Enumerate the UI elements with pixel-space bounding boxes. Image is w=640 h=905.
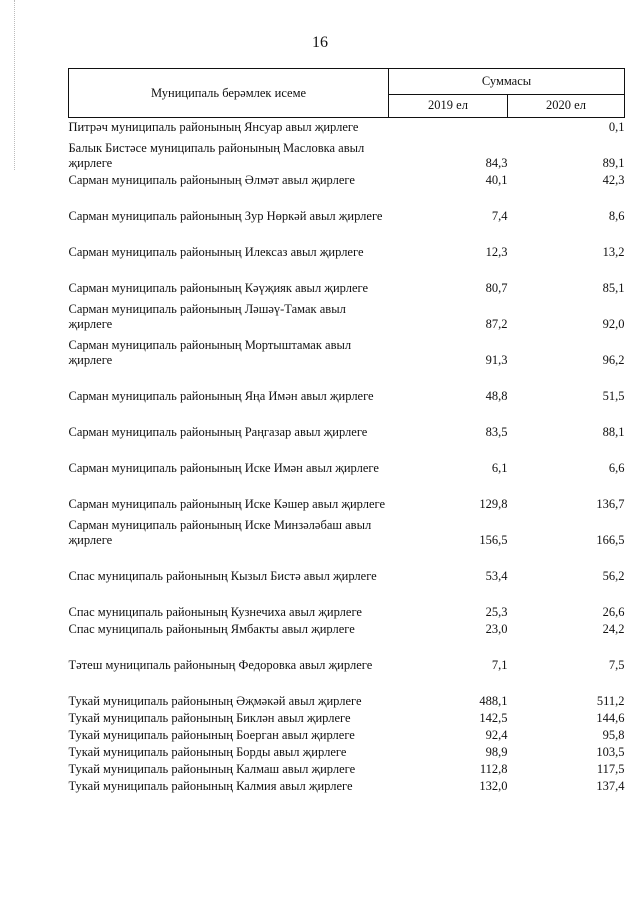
header-year-2019: 2019 ел [389,94,508,117]
value-2020: 42,3 [602,173,625,187]
municipality-name: Сарман муниципаль районының Ләшәү-Тамак авыл җирлеге [68,302,346,331]
municipality-name: Сарман муниципаль районының Зур Нөркәй авыл җирлеге [68,209,383,223]
municipality-name: Тукай муниципаль районының Боерган авыл җирлеге [68,728,355,742]
table-header [69,69,625,118]
value-2019: 87,2 [485,317,508,331]
table-row [69,135,625,171]
municipality-name: Сарман муниципаль районының Кәүҗияк авыл җирлеге [68,281,369,295]
budget-table [68,68,625,794]
municipality-name: Тукай муниципаль районының Борды авыл җирлеге [68,745,347,759]
value-2020: 24,2 [602,622,625,636]
value-2019: 112,8 [479,762,508,776]
header-sum: Суммасы [389,69,625,95]
value-2019 [389,118,508,136]
value-2019: 92,4 [485,728,508,742]
value-2020: 137,4 [596,779,625,793]
value-2019: 25,3 [485,605,508,619]
value-2020: 13,2 [602,245,625,259]
value-2019: 84,3 [485,156,508,170]
value-2019: 91,3 [485,353,508,367]
page-number: 16 [312,34,328,51]
value-2020: 6,6 [608,461,625,475]
municipality-name: Питрәч муниципаль районының Янсуар авыл җирлеге [68,120,359,134]
value-2019: 7,1 [491,658,508,672]
value-2019: 488,1 [479,694,508,708]
table-row [69,637,625,673]
table-row [69,440,625,476]
value-2019: 6,1 [491,461,508,475]
value-2019: 23,0 [485,622,508,636]
table-row [69,743,625,760]
table-row [69,548,625,584]
value-2020: 89,1 [602,156,625,170]
value-2020: 7,5 [608,658,625,672]
table-row [69,620,625,637]
table-row [69,224,625,260]
value-2020: 511,2 [596,694,625,708]
value-2020: 96,2 [602,353,625,367]
value-2020: 85,1 [602,281,625,295]
scan-margin-mark [14,0,15,170]
header-municipality-name: Муниципаль берәмлек исеме [69,69,389,118]
table-row [69,296,625,332]
value-2019: 53,4 [485,569,508,583]
municipality-name: Сарман муниципаль районының Иске Минзәләбаш авыл җирлеге [68,518,372,547]
value-2019: 142,5 [479,711,508,725]
table-row [69,118,625,136]
table-row [69,332,625,368]
value-2019: 40,1 [485,173,508,187]
table-row [69,171,625,188]
municipality-name: Тукай муниципаль районының Әҗмәкәй авыл җирлеге [68,694,362,708]
municipality-name: Тукай муниципаль районының Калмия авыл җирлеге [68,779,353,793]
municipality-name: Сарман муниципаль районының Иске Имән авыл җирлеге [68,461,379,475]
municipality-name: Сарман муниципаль районының Әлмәт авыл җирлеге [68,173,355,187]
value-2020: 166,5 [596,533,625,547]
table-row [69,760,625,777]
municipality-name: Тукай муниципаль районының Калмаш авыл җирлеге [68,762,356,776]
table-row [69,188,625,224]
value-2020: 8,6 [608,209,625,223]
value-2020: 26,6 [602,605,625,619]
table-body [69,118,625,795]
value-2020: 88,1 [602,425,625,439]
value-2020: 56,2 [602,569,625,583]
municipality-name: Спас муниципаль районының Ямбакты авыл җирлеге [68,622,355,636]
value-2019: 98,9 [485,745,508,759]
value-2020: 0,1 [608,120,625,134]
header-year-2020: 2020 ел [508,94,625,117]
table-row [69,404,625,440]
municipality-name: Сарман муниципаль районының Иске Кәшер авыл җирлеге [68,497,386,511]
table-row [69,368,625,404]
table-row [69,726,625,743]
municipality-name: Сарман муниципаль районының Яңа Имән авыл җирлеге [68,389,374,403]
value-2019: 80,7 [485,281,508,295]
table-row [69,584,625,620]
value-2019: 156,5 [479,533,508,547]
municipality-name: Сарман муниципаль районының Илексаз авыл җирлеге [68,245,364,259]
value-2020: 136,7 [596,497,625,511]
value-2019: 7,4 [491,209,508,223]
table-row [69,673,625,709]
value-2020: 117,5 [596,762,625,776]
value-2019: 12,3 [485,245,508,259]
value-2019: 48,8 [485,389,508,403]
value-2020: 103,5 [596,745,625,759]
table-row [69,709,625,726]
municipality-name: Спас муниципаль районының Кузнечиха авыл җирлеге [68,605,362,619]
municipality-name: Сарман муниципаль районының Мортыштамак авыл җирлеге [68,338,352,367]
value-2020: 51,5 [602,389,625,403]
table-row [69,777,625,794]
value-2020: 95,8 [602,728,625,742]
municipality-name: Спас муниципаль районының Кызыл Бистә авыл җирлеге [68,569,377,583]
table-row [69,260,625,296]
table-row [69,476,625,512]
value-2019: 129,8 [479,497,508,511]
value-2020: 92,0 [602,317,625,331]
value-2019: 132,0 [479,779,508,793]
value-2019: 83,5 [485,425,508,439]
municipality-name: Тукай муниципаль районының Биклән авыл җирлеге [68,711,351,725]
municipality-name: Сарман муниципаль районының Раңгазар авыл җирлеге [68,425,368,439]
municipality-name: Балык Бистәсе муниципаль районының Масловка авыл җирлеге [68,141,365,170]
municipality-name: Тәтеш муниципаль районының Федоровка авыл җирлеге [68,658,373,672]
value-2020: 144,6 [596,711,625,725]
table-row [69,512,625,548]
